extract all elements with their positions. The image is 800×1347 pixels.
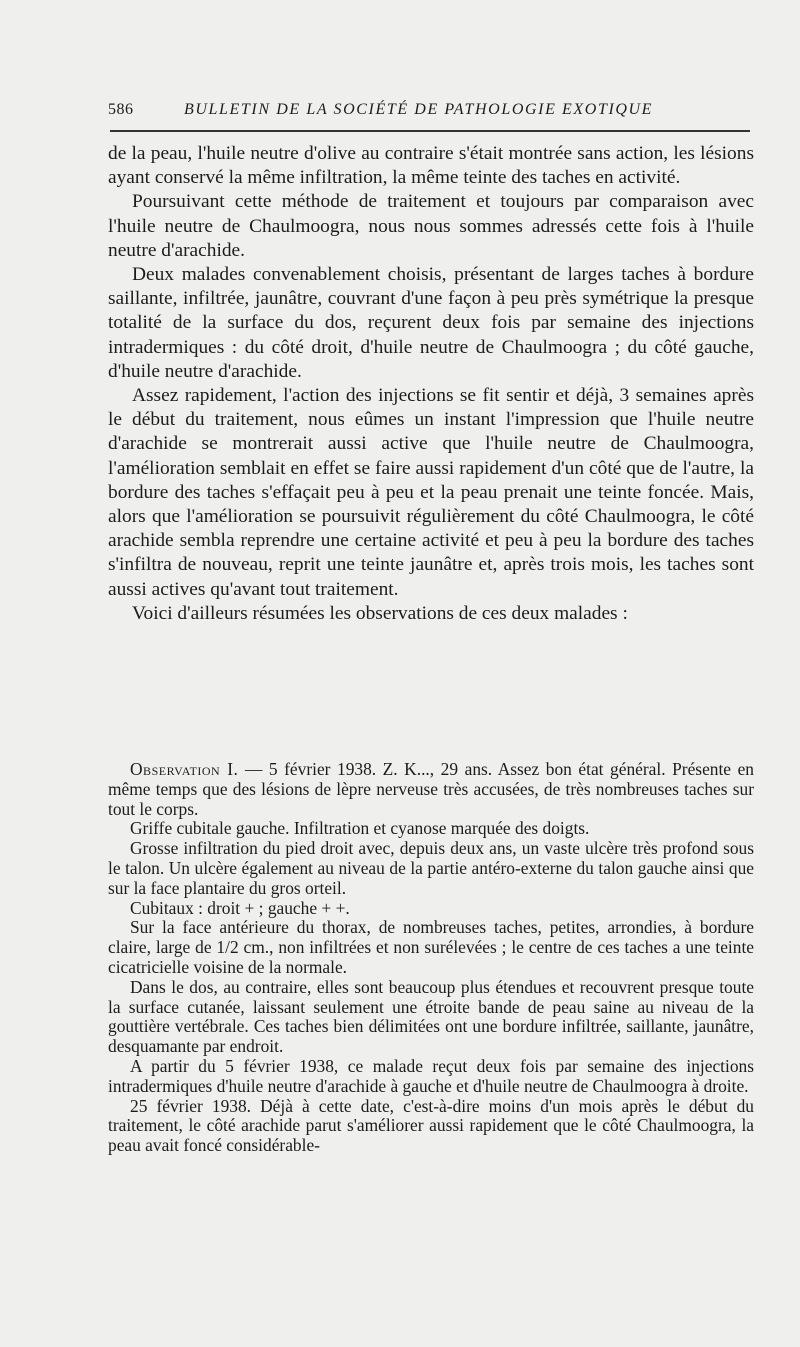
observation-paragraph-4: Cubitaux : droit + ; gauche + +. — [130, 897, 350, 918]
journal-title: BULLETIN DE LA SOCIÉTÉ DE PATHOLOGIE EXOTIQUE — [184, 101, 654, 118]
observation-paragraph-3: Grosse infiltration du pied droit avec, depuis deux ans, un vaste ulcère très profond sous le talon. Un ulcère également au niveau de la partie antéro-externe du talon gauche ainsi que sur la face plantaire du gros orteil. — [108, 838, 754, 898]
page-number: 586 — [108, 101, 134, 118]
main-text — [108, 142, 754, 626]
paragraph-4: Assez rapidement, l'action des injections se fit sentir et déjà, 3 semaines après le début du traitement, nous eûmes un instant l'impression que l'huile neutre d'arachide se montrerait aussi active que l'huile neutre de Chaulmoogra, l'amélioration semblait en effet se faire aussi rapidement d'un côté que de l'autre, la bordure des taches s'effaçait peu à peu et la peau prenait une teinte foncée. Mais, alors que l'amélioration se poursuivit régulièrement du côté Chaulmoogra, le côté arachide sembla reprendre une certaine activité et peu à peu la bordure des taches s'infiltra de nouveau, reprit une teinte jaunâtre et, après trois mois, les taches sont aussi actives qu'avant tout traitement. — [108, 385, 754, 600]
observation-paragraph-7: A partir du 5 février 1938, ce malade reçut deux fois par semaine des injections intradermiques d'huile neutre d'arachide à gauche et d'huile neutre de Chaulmoogra à droite. — [108, 1055, 754, 1096]
observation-paragraph-5: Sur la face antérieure du thorax, de nombreuses taches, petites, arrondies, à bordure claire, large de 1/2 cm., non infiltrées et non surélevées ; le centre de ces taches a une teinte cicatricielle voisine de la normale. — [108, 917, 754, 977]
paragraph-2: Poursuivant cette méthode de traitement et toujours par comparaison avec l'huile neutre de Chaulmoogra, nous nous sommes adressés cette fois à l'huile neutre d'arachide. — [108, 191, 754, 261]
observation-text-1: — 5 février 1938. Z. K..., 29 ans. Assez bon état général. Présente en même temps que des lésions de lèpre nerveuse très accusées, de très nombreuses taches sur tout le corps. — [108, 759, 754, 819]
paragraph-3: Deux malades convenablement choisis, présentant de larges taches à bordure saillante, infiltrée, jaunâtre, couvrant d'une façon à peu près symétrique la presque totalité de la surface du dos, reçurent deux fois par semaine des injections intradermiques : du côté droit, d'huile neutre de Chaulmoogra ; du côté gauche, d'huile neutre d'arachide. — [108, 264, 754, 382]
paragraph-1: de la peau, l'huile neutre d'olive au contraire s'était montrée sans action, les lésions ayant conservé la même infiltration, la même teinte des taches en activité. — [108, 143, 754, 189]
observation-paragraph-8: 25 février 1938. Déjà à cette date, c'est-à-dire moins d'un mois après le début du traitement, le côté arachide parut s'améliorer aussi rapidement que le côté Chaulmoogra, la peau avait foncé considérable- — [108, 1095, 754, 1156]
observation-paragraph-2: Griffe cubitale gauche. Infiltration et cyanose marquée des doigts. — [130, 818, 590, 839]
observation-label: Observation I. — [130, 759, 239, 779]
paragraph-5: Voici d'ailleurs résumées les observations de ces deux malades : — [132, 602, 628, 624]
observation-section — [108, 760, 754, 1156]
observation-paragraph-6: Dans le dos, au contraire, elles sont beaucoup plus étendues et recouvrent presque toute la surface cutanée, laissant seulement une étroite bande de peau saine au niveau de la gouttière vertébrale. Ces taches bien délimitées ont une bordure infiltrée, saillante, jaunâtre, desquamante par endroit. — [108, 976, 754, 1057]
observation-paragraph-1 — [108, 760, 754, 819]
header-rule — [110, 130, 750, 132]
